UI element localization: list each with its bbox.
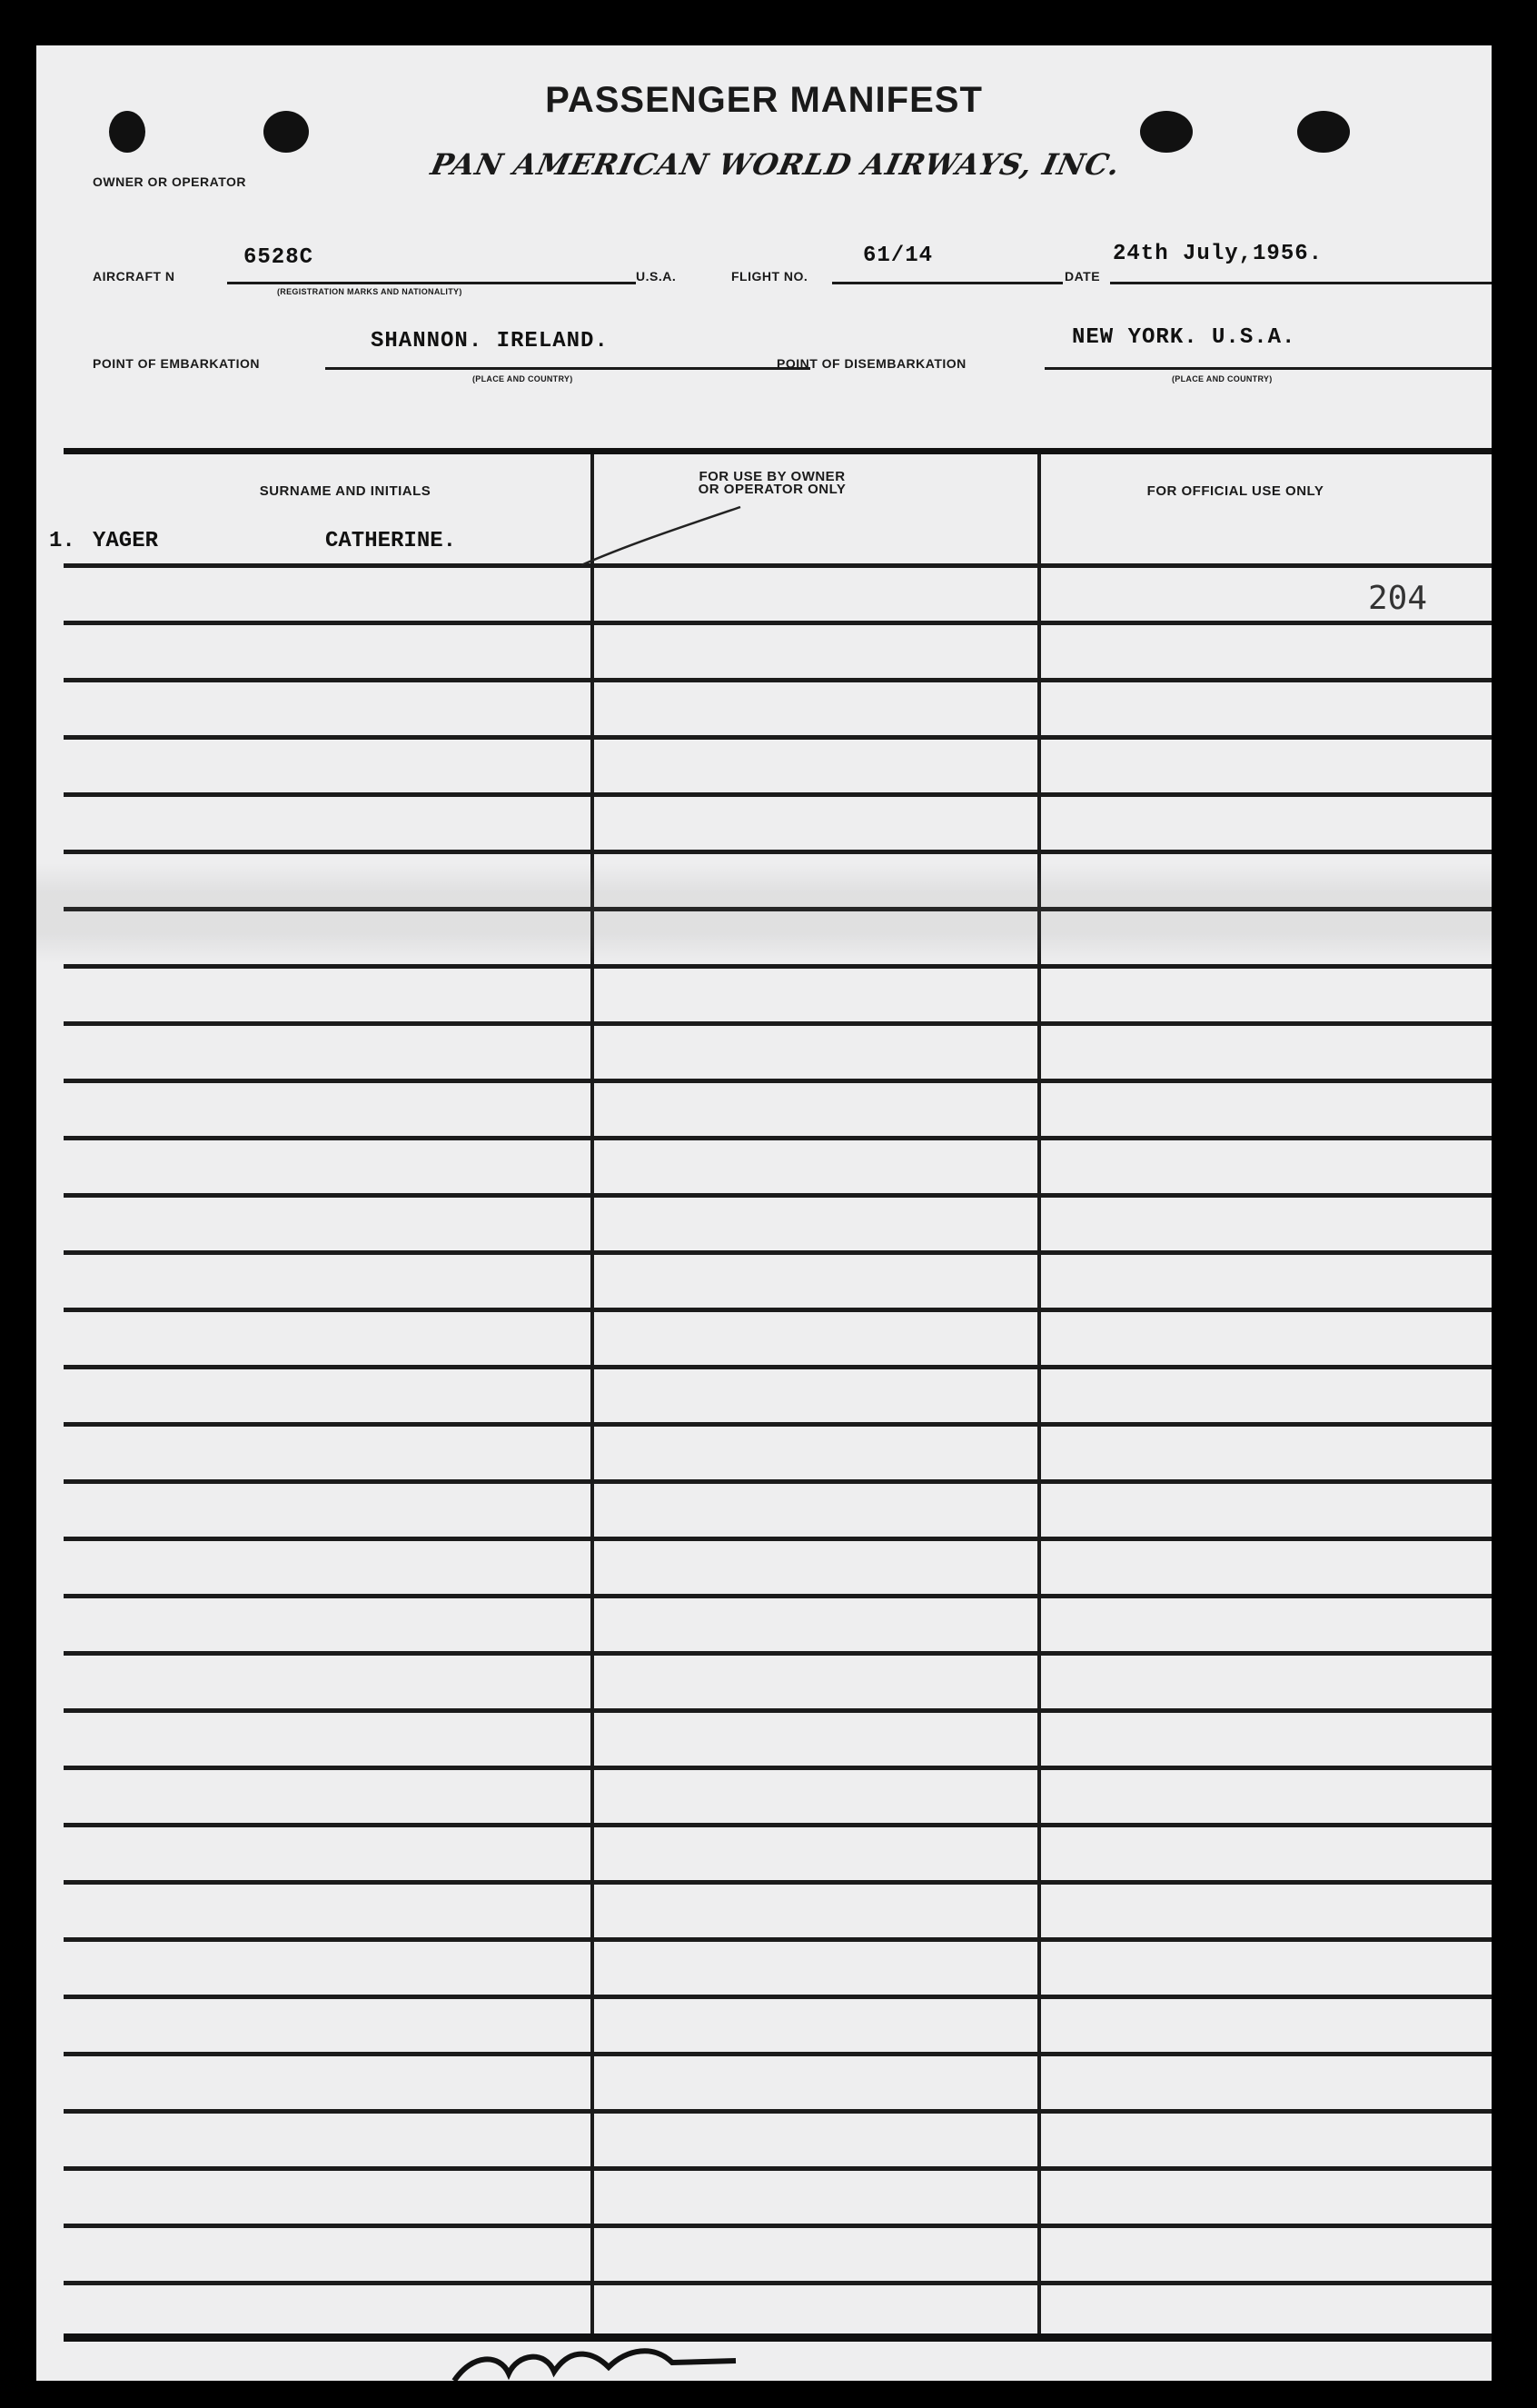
flight-line xyxy=(832,282,1063,284)
column-header-owner-use-line2: OR OPERATOR ONLY xyxy=(698,482,847,497)
table-row-line xyxy=(64,678,1492,682)
table-row-line xyxy=(64,1250,1492,1255)
aircraft-sublabel: (REGISTRATION MARKS AND NATIONALITY) xyxy=(277,287,462,296)
disembarkation-line xyxy=(1045,367,1492,370)
table-row-line xyxy=(64,1537,1492,1541)
table-row-line xyxy=(64,1479,1492,1484)
disembarkation-value: NEW YORK. U.S.A. xyxy=(1072,325,1296,350)
embarkation-sublabel: (PLACE AND COUNTRY) xyxy=(472,374,573,383)
passenger-surname: YAGER xyxy=(93,529,159,553)
official-number: 204 xyxy=(1368,580,1428,617)
table-row-line xyxy=(64,964,1492,969)
embarkation-label: POINT OF EMBARKATION xyxy=(93,356,260,371)
aircraft-value: 6528C xyxy=(243,245,314,270)
table-row-line xyxy=(64,1708,1492,1713)
table-row-line xyxy=(64,1651,1492,1656)
table-row-line xyxy=(64,2052,1492,2056)
aircraft-line xyxy=(227,282,636,284)
date-label: DATE xyxy=(1065,269,1101,284)
table-row-line xyxy=(64,1308,1492,1312)
column-header-surname: SURNAME AND INITIALS xyxy=(259,483,431,499)
aircraft-label: AIRCRAFT N xyxy=(93,269,175,284)
table-row-line xyxy=(64,1193,1492,1198)
table-row-line xyxy=(64,2166,1492,2171)
table-row-line xyxy=(64,850,1492,854)
table-row-line xyxy=(64,1365,1492,1369)
flight-value: 61/14 xyxy=(863,244,934,268)
column-header-official: FOR OFFICIAL USE ONLY xyxy=(1146,483,1324,499)
table-row-line xyxy=(64,2281,1492,2285)
table-top-border xyxy=(64,448,1492,454)
table-row-line xyxy=(64,621,1492,625)
disembarkation-sublabel: (PLACE AND COUNTRY) xyxy=(1172,374,1273,383)
column-header-owner-use-line1: FOR USE BY OWNER xyxy=(699,469,846,484)
flight-label: FLIGHT NO. xyxy=(731,269,808,284)
table-row-line xyxy=(64,2109,1492,2114)
table-row-line xyxy=(64,1823,1492,1827)
owner-label: OWNER OR OPERATOR xyxy=(93,174,246,189)
page-title: PASSENGER MANIFEST xyxy=(545,80,983,120)
table-row-line xyxy=(64,1021,1492,1026)
table-row-line xyxy=(64,1995,1492,1999)
passenger-number: 1. xyxy=(49,529,75,553)
disembarkation-label: POINT OF DISEMBARKATION xyxy=(777,356,967,371)
table-row-line xyxy=(64,1136,1492,1140)
table-row-line xyxy=(64,792,1492,797)
usa-label: U.S.A. xyxy=(636,269,677,284)
column-header-owner-use xyxy=(636,471,908,496)
table-row-line xyxy=(64,1594,1492,1598)
embarkation-line xyxy=(325,367,810,370)
date-value: 24th July,1956. xyxy=(1113,242,1324,266)
date-line xyxy=(1110,282,1492,284)
embarkation-value: SHANNON. IRELAND. xyxy=(371,329,609,353)
table-row-line xyxy=(64,563,1492,568)
handwritten-stroke xyxy=(572,500,754,572)
table-row-line xyxy=(64,1937,1492,1942)
table-row-line xyxy=(64,1422,1492,1427)
smudge-band xyxy=(36,863,1492,963)
table-row-line xyxy=(64,1079,1492,1083)
table-row-line xyxy=(64,1880,1492,1885)
table-row-line xyxy=(64,2224,1492,2228)
manifest-page xyxy=(36,45,1492,2381)
airline-name: PAN AMERICAN WORLD AIRWAYS, INC. xyxy=(427,147,1124,182)
signature-mark xyxy=(436,2317,818,2381)
table-row-line xyxy=(64,735,1492,740)
passenger-given-name: CATHERINE. xyxy=(325,529,457,553)
table-row-line xyxy=(64,1766,1492,1770)
